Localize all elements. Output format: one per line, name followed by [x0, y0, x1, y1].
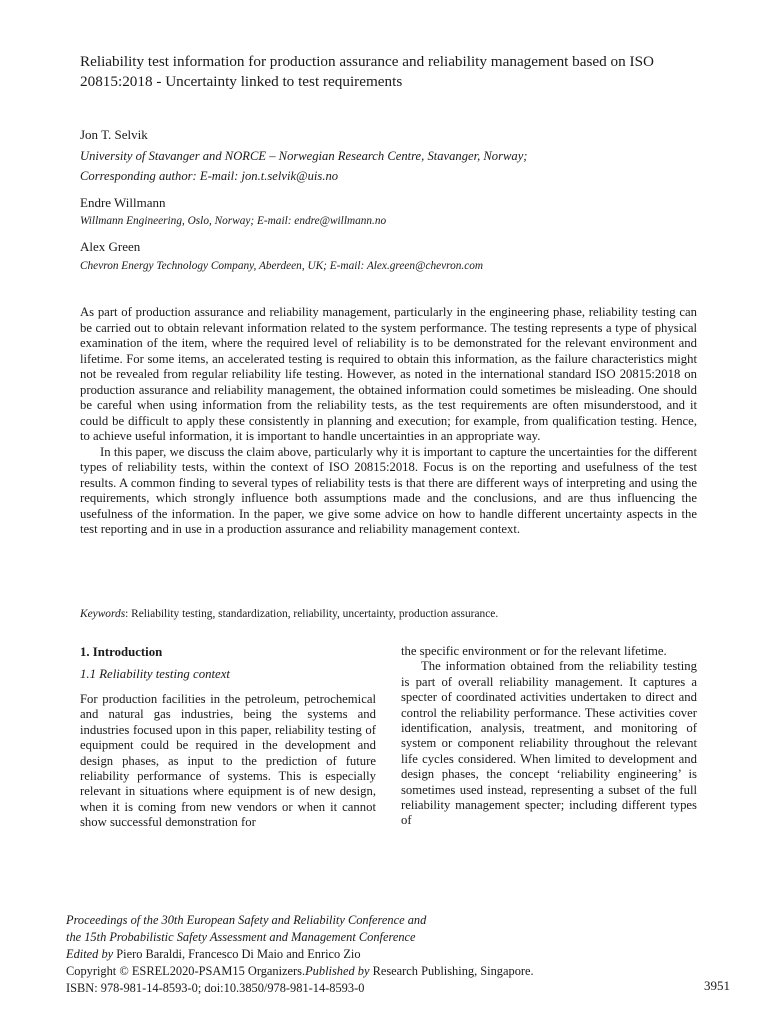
publisher: Research Publishing, Singapore.: [369, 964, 534, 978]
proceedings-line: the 15th Probabilistic Safety Assessment and Management Conference: [66, 930, 416, 944]
edited-label: Edited by: [66, 947, 114, 961]
author-affiliation: University of Stavanger and NORCE – Norwegian Research Centre, Stavanger, Norway;: [80, 149, 528, 163]
keywords: [80, 607, 697, 622]
left-column: [80, 644, 376, 831]
isbn-line: ISBN: 978-981-14-8593-0; doi:10.3850/978-981-14-8593-0: [66, 981, 365, 995]
editors-line: [66, 946, 706, 963]
author-name: Jon T. Selvik: [80, 127, 148, 142]
right-column: [401, 644, 697, 829]
corresponding-author: Corresponding author: E-mail: jon.t.selvik@uis.no: [80, 169, 339, 183]
author-name: Endre Willmann: [80, 195, 166, 210]
abstract: [80, 305, 697, 538]
page-number: 3951: [704, 978, 730, 993]
author-affiliation: Chevron Energy Technology Company, Aberdeen, UK; E-mail: Alex.green@chevron.com: [80, 260, 484, 272]
abstract-paragraph: As part of production assurance and reliability management, particularly in the engineering phase, reliability testing can be carried out to obtain relevant information related to the system performance. The testing represents a type of physical examination of the item, where the required level of reliability is to be demonstrated for the relevant environment and lifetime. For some items, an accelerated testing is required to obtain this information, as the failure characteristics might not be revealed from regular reliability life testing. However, as noted in the international standard ISO 20815:2018 on production assurance and reliability management, the obtained information could sometimes be misleading. One should be careful when using information from the reliability tests, as the test requirements are often misunderstood, and it could be difficult to apply these consistently in planning and execution; for example, from qualification testing. Hence, to achieve useful information, it is important to handle uncertainties in an appropriate way.: [80, 305, 697, 443]
author-name: Alex Green: [80, 239, 141, 254]
proceedings-line: Proceedings of the 30th European Safety and Reliability Conference and: [66, 913, 427, 927]
subsection-heading: 1.1 Reliability testing context: [80, 667, 230, 681]
body-paragraph: the specific environment or for the relevant lifetime.: [401, 644, 667, 658]
body-paragraph: For production facilities in the petroleum, petrochemical and natural gas industries, being the systems and industries focused upon in this paper, reliability testing of equipment could be required in the development and design phases, as input to the prediction of future reliability performance of systems. This is especially relevant in situations where equipment is of new design, when it is coming from new vendors or when it cannot show successful demonstration for: [80, 692, 376, 830]
author-affiliation: Willmann Engineering, Oslo, Norway; E-mail: endre@willmann.no: [80, 215, 387, 227]
section-heading: 1. Introduction: [80, 645, 163, 659]
body-paragraph: The information obtained from the reliability testing is part of overall reliability management. It captures a specter of coordinated activities undertaken to direct and control the reliability performance. These activities cover identification, analysis, treatment, and monitoring of system or component reliability throughout the relevant life cycles considered. When limited to development and design phases, the concept ‘reliability engineering’ is sometimes used instead, representing a subset of the full reliability management specter; including different types of: [401, 659, 697, 828]
copyright: Copyright © ESREL2020-PSAM15 Organizers.: [66, 964, 306, 978]
keywords-text: : Reliability testing, standardization, reliability, uncertainty, production assurance.: [125, 608, 499, 620]
published-label: Published by: [305, 964, 370, 978]
proceedings-footer: [66, 912, 706, 997]
paper-title: Reliability test information for production assurance and reliability management based on ISO 20815:2018 - Uncertainty linked to test requirements: [80, 53, 655, 90]
copyright-line: [66, 963, 706, 980]
editors: Piero Baraldi, Francesco Di Maio and Enrico Zio: [113, 947, 361, 961]
keywords-label: Keywords: [80, 608, 126, 620]
abstract-paragraph: In this paper, we discuss the claim above, particularly why it is important to capture the uncertainties for the different types of reliability tests, within the context of ISO 20815:2018. Focus is on the reporting and usefulness of the test results. A common finding to several types of reliability tests is that there are different ways of interpreting and using the requirements, which strongly influence both assumptions made and the conclusions, and are thus influencing the usefulness of the information. In the paper, we give some advice on how to handle different uncertainty aspects in the test reporting and in use in a production assurance and reliability management context.: [80, 444, 697, 536]
